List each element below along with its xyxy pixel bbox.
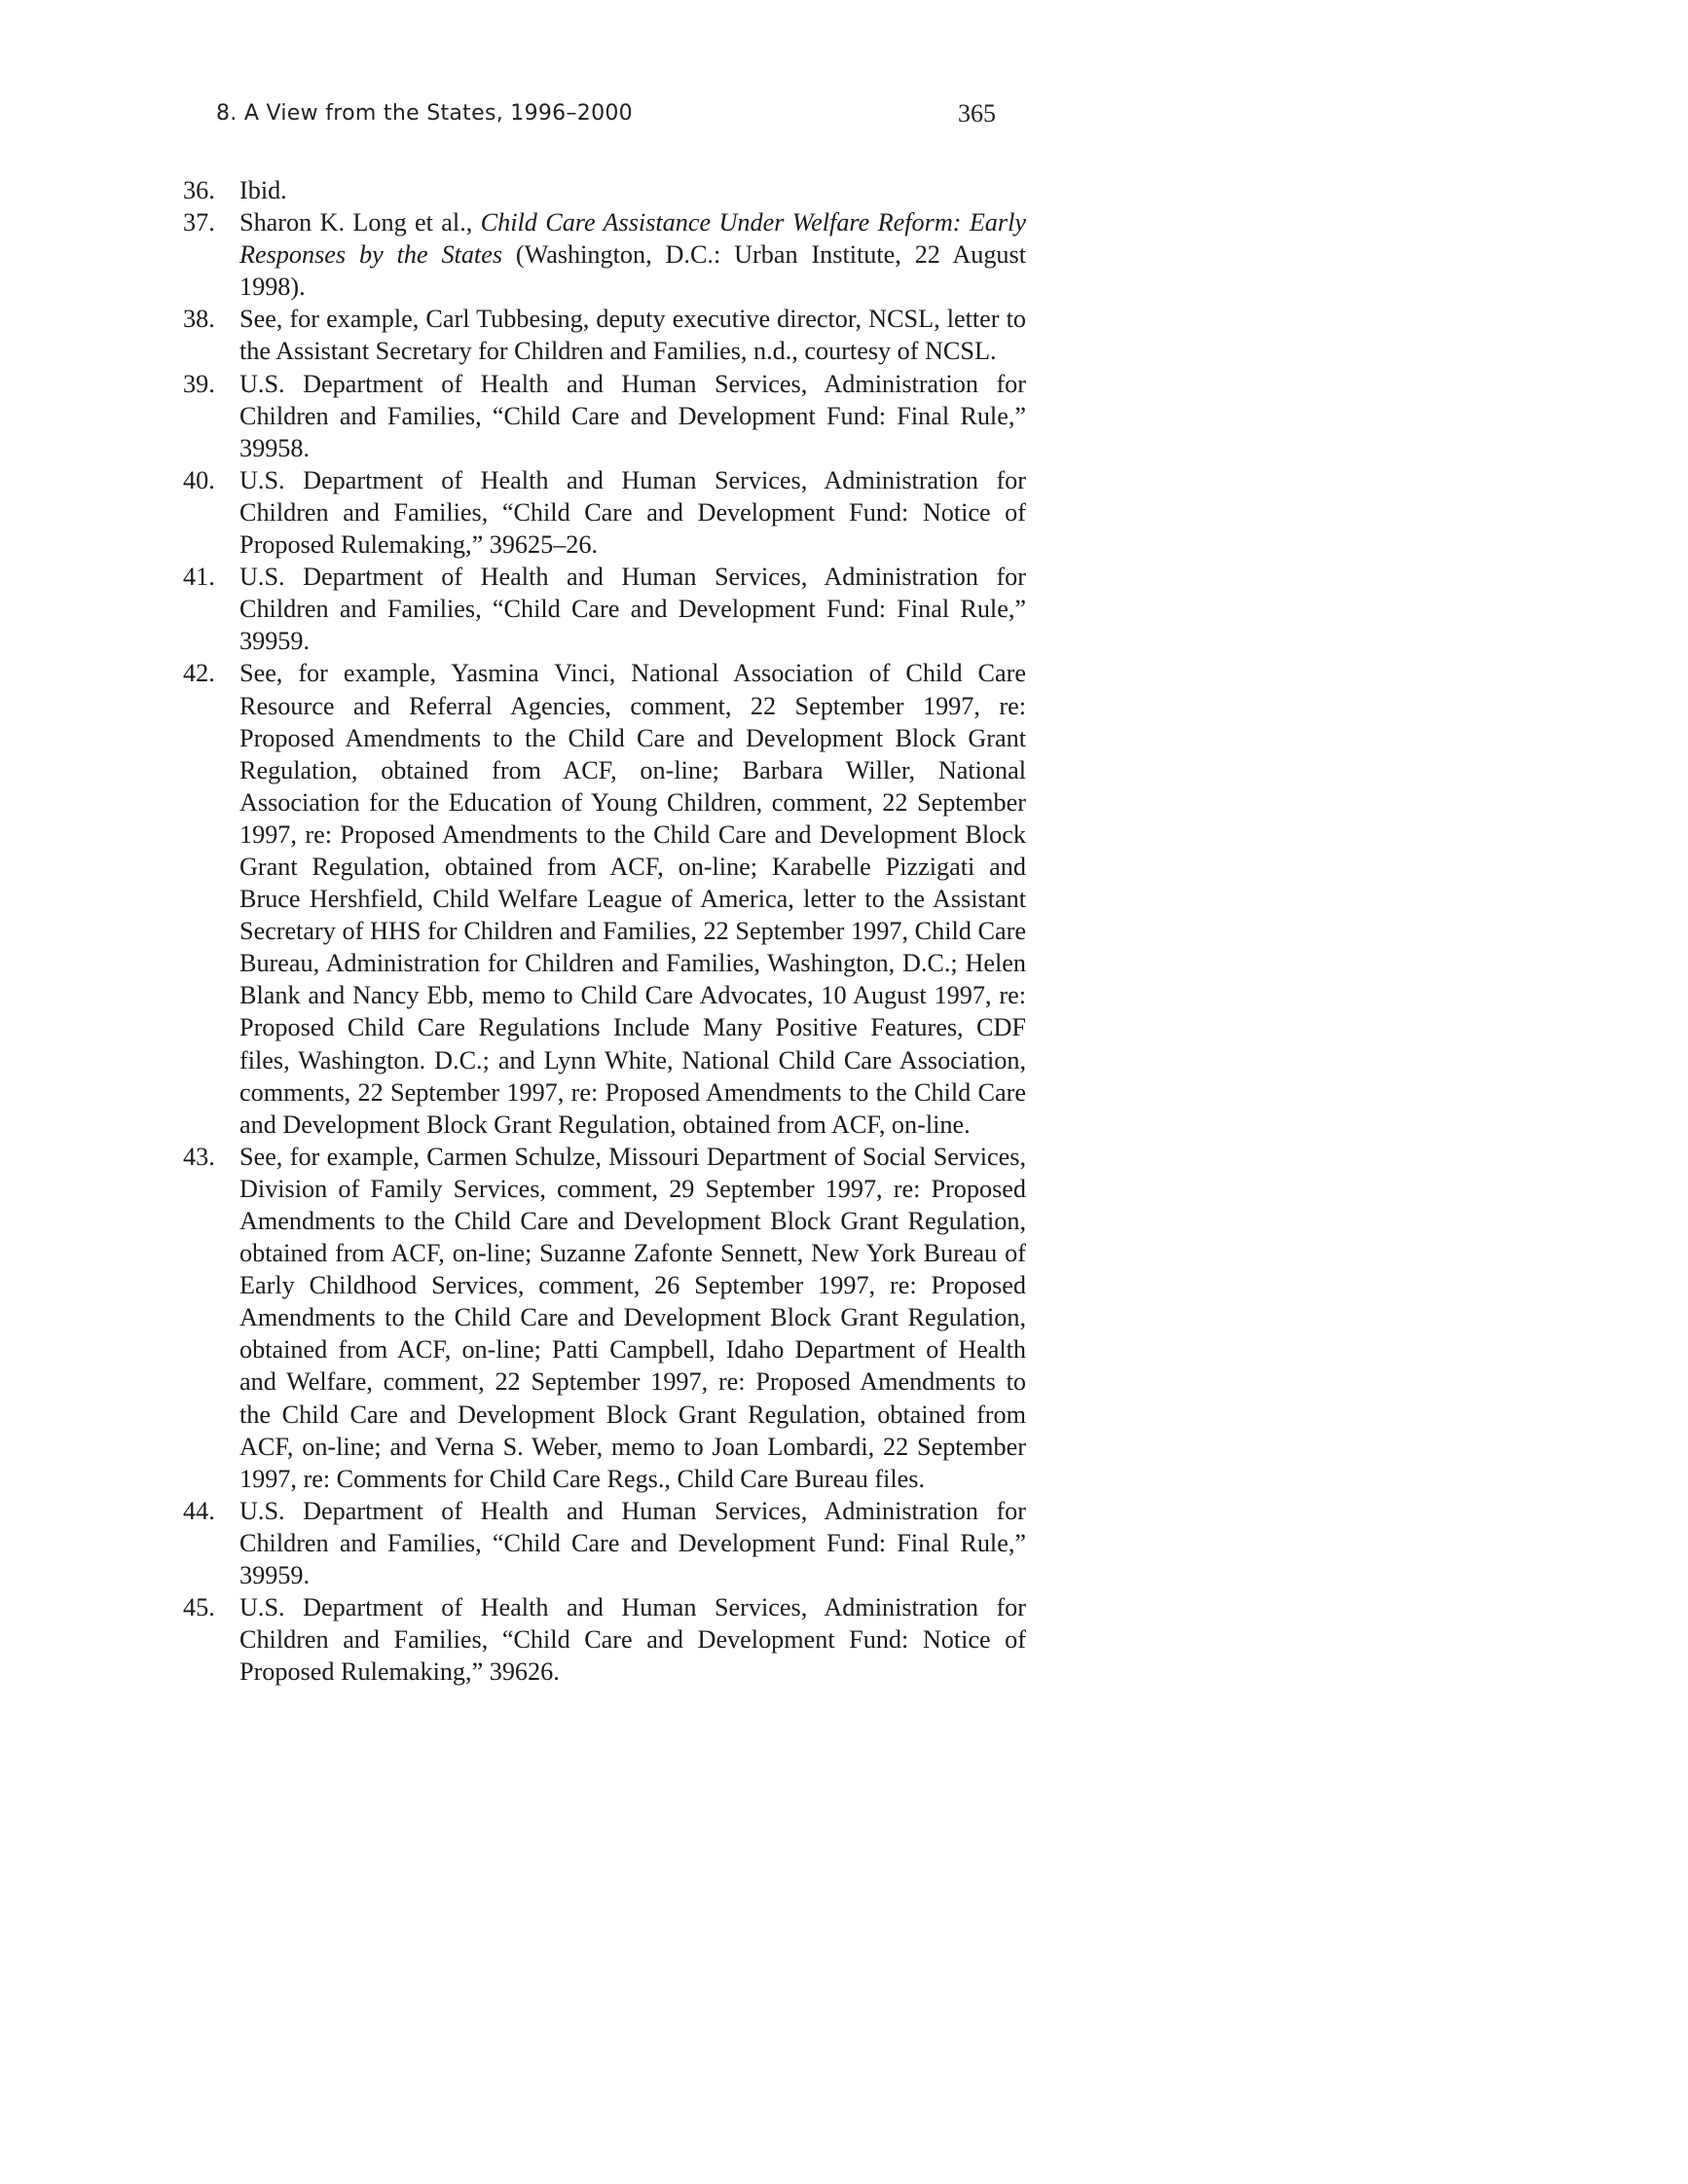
endnote-43 bbox=[183, 1141, 1026, 1495]
endnote-41 bbox=[183, 561, 1026, 657]
note-text: See, for example, Carl Tubbesing, deputy executive director, NCSL, letter to the Assistant Secretary for Children and Families, n.d., courtesy of NCSL. bbox=[239, 305, 1026, 366]
page-number: 365 bbox=[958, 99, 996, 127]
note-text: Ibid. bbox=[239, 176, 287, 204]
note-number: 39. bbox=[183, 369, 215, 398]
note-number: 40. bbox=[183, 465, 215, 494]
note-number: 38. bbox=[183, 305, 215, 334]
note-text: U.S. Department of Health and Human Services, Administration for Children and Families, “Child Care and Development Fund: Notice of Proposed Rulemaking,” 39625–26. bbox=[239, 465, 1026, 560]
note-text: See, for example, Yasmina Vinci, National Association of Child Care Resource and Referral Agencies, comment, 22 September 1997, re: Proposed Amendments to the Child Care and Development Block Grant Regulation, obtained from ACF, on-line; Barbara Willer, National Association for the Education of Young Children, comment, 22 September 1997, re: Proposed Amendments to the Child Care and Development Block Grant Regulation, obtained from ACF, on-line; Karabelle Pizzigati and Bruce Hershfield, Child Welfare League of America, letter to the Assistant Secretary of HHS for Children and Families, 22 September 1997, Child Care Bureau, Administration for Children and Families, Washington, D.C.; Helen Blank and Nancy Ebb, memo to Child Care Advocates, 10 August 1997, re: Proposed Child Care Regulations Include Many Positive Features, CDF files, Washington. D.C.; and Lynn White, National Child Care Association, comments, 22 September 1997, re: Proposed Amendments to the Child Care and Development Block Grant Regulation, obtained from ACF, on-line. bbox=[239, 659, 1026, 1139]
note-number: 43. bbox=[183, 1142, 215, 1171]
endnote-39 bbox=[183, 368, 1026, 464]
chapter-title: 8. A View from the States, 1996–2000 bbox=[216, 101, 633, 126]
endnote-45 bbox=[183, 1591, 1026, 1688]
running-head bbox=[216, 101, 995, 134]
note-text-after-title: (Washington, D.C.: Urban Institute, 22 August 1998). bbox=[239, 240, 1026, 302]
endnotes-list bbox=[183, 174, 1026, 1688]
note-number: 42. bbox=[183, 659, 215, 688]
note-text bbox=[239, 208, 1026, 301]
note-number: 45. bbox=[183, 1593, 215, 1622]
endnote-38 bbox=[183, 303, 1026, 367]
endnote-42 bbox=[183, 657, 1026, 1140]
note-number: 37. bbox=[183, 208, 215, 237]
cited-work-title: Child Care Assistance Under Welfare Reform: Early Responses by the States bbox=[239, 208, 1026, 270]
note-text: U.S. Department of Health and Human Services, Administration for Children and Families, “Child Care and Development Fund: Notice of Proposed Rulemaking,” 39626. bbox=[239, 1593, 1026, 1687]
note-number: 41. bbox=[183, 563, 215, 592]
note-number: 36. bbox=[183, 176, 215, 204]
note-text: U.S. Department of Health and Human Services, Administration for Children and Families, “Child Care and Development Fund: Final Rule,” 39959. bbox=[239, 563, 1026, 656]
note-text: See, for example, Carmen Schulze, Missouri Department of Social Services, Division of Family Services, comment, 29 September 1997, re: Proposed Amendments to the Child Care and Development Block Grant Regulation, obtained from ACF, on-line; Suzanne Zafonte Sennett, New York Bureau of Early Childhood Services, comment, 26 September 1997, re: Proposed Amendments to the Child Care and Development Block Grant Regulation, obtained from ACF, on-line; Patti Campbell, Idaho Department of Health and Welfare, comment, 22 September 1997, re: Proposed Amendments to the Child Care and Development Block Grant Regulation, obtained from ACF, on-line; and Verna S. Weber, memo to Joan Lombardi, 22 September 1997, re: Comments for Child Care Regs., Child Care Bureau files. bbox=[239, 1142, 1026, 1493]
endnote-40 bbox=[183, 464, 1026, 561]
endnote-37 bbox=[183, 206, 1026, 303]
note-text-before-title: Sharon K. Long et al., bbox=[239, 208, 481, 237]
note-text: U.S. Department of Health and Human Services, Administration for Children and Families, “Child Care and Development Fund: Final Rule,” 39959. bbox=[239, 1496, 1026, 1590]
endnote-44 bbox=[183, 1495, 1026, 1591]
endnote-36 bbox=[183, 174, 1026, 206]
note-text: U.S. Department of Health and Human Services, Administration for Children and Families, “Child Care and Development Fund: Final Rule,” 39958. bbox=[239, 369, 1026, 462]
note-number: 44. bbox=[183, 1496, 215, 1525]
